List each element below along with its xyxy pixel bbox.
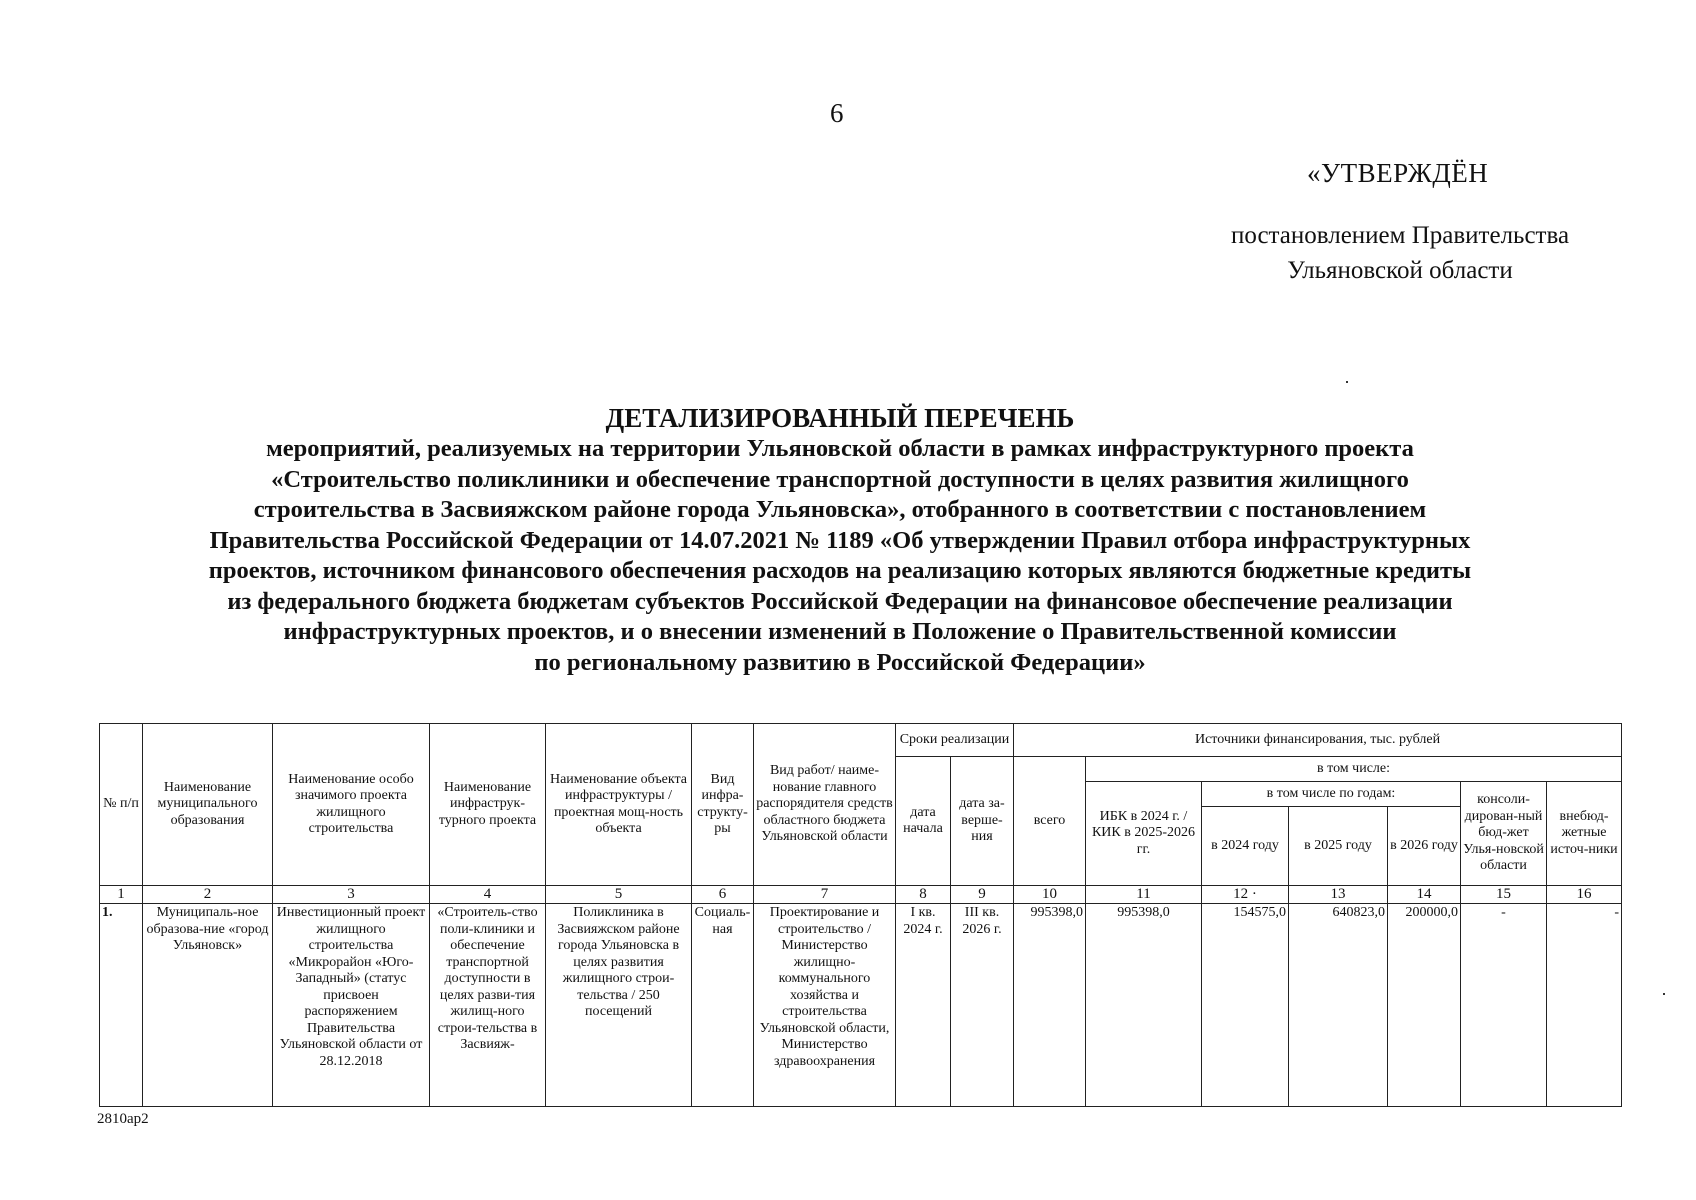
subtitle-line: инфраструктурных проектов, и о внесении изменений в Положение о Правительственной комиссии	[283, 618, 1397, 645]
header-total: всего	[1014, 757, 1086, 886]
header-end-date: дата за-верше-ния	[951, 757, 1014, 886]
footer-code: 2810ap2	[97, 1111, 149, 1127]
column-number: 15	[1461, 886, 1547, 904]
page-number: 6	[830, 98, 844, 128]
scan-speck	[1663, 993, 1665, 995]
column-number: 10	[1014, 886, 1086, 904]
approval-authority	[1200, 218, 1600, 288]
column-number: 5	[546, 886, 692, 904]
header-funding: Источники финансирования, тыс. рублей	[1014, 724, 1622, 757]
cell-year-2024: 154575,0	[1202, 904, 1289, 1107]
column-number: 2	[143, 886, 273, 904]
header-consolidated: консоли-дирован-ный бюд-жет Улья-новской области	[1461, 782, 1547, 886]
document-subtitle	[90, 434, 1590, 678]
cell-work-type: Проектирование и строительство / Министерство жилищно-коммунального хозяйства и строительства Ульяновской области, Министерство здравоохранения	[754, 904, 896, 1107]
document-title-block	[90, 402, 1590, 678]
cell-ibk: 995398,0	[1086, 904, 1202, 1107]
header-ibk: ИБК в 2024 г. / КИК в 2025-2026 гг.	[1086, 782, 1202, 886]
header-year-2024: в 2024 году	[1202, 807, 1289, 886]
column-number: 16	[1547, 886, 1622, 904]
document-title: ДЕТАЛИЗИРОВАННЫЙ ПЕРЕЧЕНЬ	[605, 403, 1075, 433]
header-municipality: Наименование муниципального образования	[143, 724, 273, 886]
scan-speck	[1346, 381, 1348, 383]
cell-num: 1.	[100, 904, 143, 1107]
approval-heading: «УТВЕРЖДЁН	[1307, 158, 1489, 188]
header-num: № п/п	[100, 724, 143, 886]
funding-table	[99, 723, 1622, 1107]
cell-infra-type: Социаль-ная	[692, 904, 754, 1107]
cell-start-date: I кв. 2024 г.	[896, 904, 951, 1107]
column-number: 8	[896, 886, 951, 904]
header-infra-project: Наименование инфраструк-турного проекта	[430, 724, 546, 886]
cell-extrabudgetary: -	[1547, 904, 1622, 1107]
cell-year-2025: 640823,0	[1289, 904, 1388, 1107]
subtitle-line: по региональному развитию в Российской Федерации»	[534, 648, 1146, 676]
cell-end-date: III кв. 2026 г.	[951, 904, 1014, 1107]
cell-total: 995398,0	[1014, 904, 1086, 1107]
cell-housing-project: Инвестиционный проект жилищного строительства «Микрорайон «Юго-Западный» (статус присвоен распоряжением Правительства Ульяновской области от 28.12.2018	[273, 904, 430, 1107]
header-terms: Сроки реализации	[896, 724, 1014, 757]
table-row	[100, 904, 1622, 1107]
header-year-2026: в 2026 году	[1388, 807, 1461, 886]
header-by-years: в том числе по годам:	[1202, 782, 1461, 807]
subtitle-line: Правительства Российской Федерации от 14.07.2021 № 1189 «Об утверждении Правил отбора инфраструктурных	[209, 526, 1471, 554]
header-year-2025: в 2025 году	[1289, 807, 1388, 886]
column-number: 13	[1289, 886, 1388, 904]
header-object: Наименование объекта инфраструктуры / проектная мощ-ность объекта	[546, 724, 692, 886]
subtitle-line: из федерального бюджета бюджетам субъектов Российской Федерации на финансовое обеспечение реализации	[227, 587, 1453, 615]
subtitle-line: мероприятий, реализуемых на территории Ульяновской области в рамках инфраструктурного проекта	[266, 435, 1414, 462]
column-number: 7	[754, 886, 896, 904]
subtitle-line: строительства в Засвияжском районе города Ульяновска», отобранного в соответствии с постановлением	[253, 496, 1427, 523]
column-number: 9	[951, 886, 1014, 904]
column-number: 11	[1086, 886, 1202, 904]
cell-consolidated: -	[1461, 904, 1547, 1107]
header-work-type: Вид работ/ наиме-нование главного распорядителя средств областного бюджета Ульяновской области	[754, 724, 896, 886]
header-extrabudgetary: внебюд-жетные источ-ники	[1547, 782, 1622, 886]
cell-object: Поликлиника в Засвияжском районе города Ульяновска в целях развития жилищного строи-тельства / 250 посещений	[546, 904, 692, 1107]
column-number: 4	[430, 886, 546, 904]
column-number: 12 ·	[1202, 886, 1289, 904]
header-start-date: дата начала	[896, 757, 951, 886]
subtitle-line: «Строительство поликлиники и обеспечение транспортной доступности в целях развития жилищного	[271, 465, 1409, 493]
cell-infra-project: «Строитель-ство поли-клиники и обеспечение транспортной доступности в целях разви-тия жилищ-ного строи-тельства в Засвияж-	[430, 904, 546, 1107]
column-number: 14	[1388, 886, 1461, 904]
subtitle-line: проектов, источником финансового обеспечения расходов на реализацию которых являются бюджетные кредиты	[208, 557, 1472, 584]
header-housing-project: Наименование особо значимого проекта жилищного строительства	[273, 724, 430, 886]
approval-authority-line-1: постановлением Правительства	[1230, 222, 1570, 249]
column-number: 6	[692, 886, 754, 904]
cell-year-2026: 200000,0	[1388, 904, 1461, 1107]
cell-municipality: Муниципаль-ное образова-ние «город Ульяновск»	[143, 904, 273, 1107]
column-number: 3	[273, 886, 430, 904]
approval-authority-line-2: Ульяновской области	[1287, 257, 1513, 284]
header-infra-type: Вид инфра-структу-ры	[692, 724, 754, 886]
column-number: 1	[100, 886, 143, 904]
column-number-row	[100, 886, 1622, 904]
header-including: в том числе:	[1086, 757, 1622, 782]
